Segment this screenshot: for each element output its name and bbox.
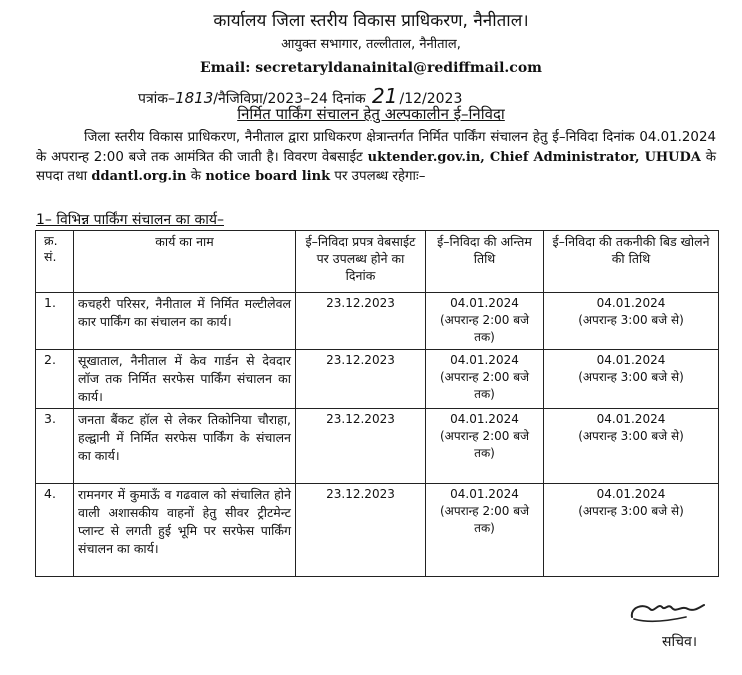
last-date-value: 04.01.2024	[450, 353, 519, 367]
open-date-value: 04.01.2024	[596, 296, 666, 310]
row-available: 23.12.2023	[296, 350, 426, 409]
header-bid-open-date: ई–निविदा की तकनीकी बिड खोलने की तिथि	[544, 231, 719, 293]
section-title-text: 1– विभिन्न पार्किंग संचालन का कार्य–	[36, 212, 224, 228]
row-last-date	[426, 293, 544, 350]
row-work: रामनगर में कुमाऊँ व गढवाल को संचालित होने वाली अशासकीय वाहनों हेतु सीवर ट्रीटमेन्ट प्लान्ट से लगती हुई भूमि पर सरफेस पार्किंग संचालन का कार्य।	[74, 484, 296, 577]
last-date-value: 04.01.2024	[450, 487, 519, 501]
row-serial: 1.	[36, 293, 74, 350]
row-available: 23.12.2023	[296, 409, 426, 484]
last-time-value: (अपरान्ह 2:00 बजे तक)	[440, 370, 529, 401]
row-open-date	[544, 409, 719, 484]
table-row	[36, 409, 719, 484]
last-time-value: (अपरान्ह 2:00 बजे तक)	[440, 429, 529, 460]
subject-line	[0, 104, 742, 124]
row-last-date	[426, 484, 544, 577]
table-row	[36, 484, 719, 577]
last-date-value: 04.01.2024	[450, 412, 519, 426]
open-date-value: 04.01.2024	[596, 353, 666, 367]
row-last-date	[426, 350, 544, 409]
open-time-value: (अपरान्ह 3:00 बजे से)	[578, 504, 684, 518]
open-date-value: 04.01.2024	[596, 412, 666, 426]
subject-text: निर्मित पार्किंग संचालन हेतु अल्पकालीन ई–निविदा	[237, 105, 505, 123]
open-time-value: (अपरान्ह 3:00 बजे से)	[578, 370, 684, 384]
open-time-value: (अपरान्ह 3:00 बजे से)	[578, 313, 684, 327]
row-available: 23.12.2023	[296, 293, 426, 350]
body-notice-link: notice board link	[205, 169, 331, 184]
office-email: Email: secretaryldanainital@rediffmail.com	[200, 60, 542, 76]
date-day: 21	[372, 84, 398, 108]
header-available-date: ई–निविदा प्रपत्र वेबसाईट पर उपलब्ध होने का दिनांक	[296, 231, 426, 293]
row-available: 23.12.2023	[296, 484, 426, 577]
row-open-date	[544, 484, 719, 577]
row-work: सूखाताल, नैनीताल में केव गार्डन से देवदार लॉज तक निर्मित सरफेस पार्किंग संचालन का कार्य।	[74, 350, 296, 409]
office-name: कार्यालय जिला स्तरीय विकास प्राधिकरण, नैनीताल।	[213, 11, 529, 31]
row-open-date	[544, 350, 719, 409]
section-title	[36, 210, 224, 229]
row-last-date	[426, 409, 544, 484]
ref-suffix: /नैजिविप्रा/2023–24 दिनांक	[213, 91, 366, 107]
designation: सचिव।	[662, 634, 698, 650]
body-website-2: ddantl.org.in	[91, 169, 187, 184]
row-serial: 4.	[36, 484, 74, 577]
body-part1: जिला स्तरीय विकास प्राधिकरण, नैनीताल द्वारा प्राधिकरण क्षेत्रान्तर्गत निर्मित पार्किंग संचालन हेतु ई–निविदा दिनांक 04.01.2024 के अपरान्ह 2:00 बजे तक आमंत्रित की जाती है। विवरण वेबसाईट	[36, 130, 716, 165]
header-last-date: ई–निविदा की अन्तिम तिथि	[426, 231, 544, 293]
last-time-value: (अपरान्ह 2:00 बजे तक)	[440, 504, 529, 535]
open-time-value: (अपरान्ह 3:00 बजे से)	[578, 429, 684, 443]
ref-prefix: पत्रांक–	[138, 91, 176, 107]
ref-number: 1813	[175, 89, 214, 107]
signature-icon	[628, 597, 708, 631]
parking-tender-table	[35, 230, 719, 577]
last-date-value: 04.01.2024	[450, 296, 519, 310]
body-website-1: uktender.gov.in, Chief Administrator, UHUDA	[367, 149, 701, 165]
row-serial: 3.	[36, 409, 74, 484]
notice-body	[36, 128, 716, 187]
row-work: कचहरी परिसर, नैनीताल में निर्मित मल्टीलेवल कार पार्किंग का संचालन का कार्य।	[74, 293, 296, 350]
office-address: आयुक्त सभागार, तल्लीताल, नैनीताल,	[281, 37, 461, 52]
date-rest: /12/2023	[399, 91, 463, 107]
row-work: जनता बैंकट हॉल से लेकर तिकोनिया चौराहा, हल्द्वानी में निर्मित सरफेस पार्किंग के संचालन का कार्य।	[74, 409, 296, 484]
body-part2: के सपदा तथा	[36, 149, 716, 184]
row-serial: 2.	[36, 350, 74, 409]
open-date-value: 04.01.2024	[596, 487, 666, 501]
row-open-date	[544, 293, 719, 350]
table-row	[36, 350, 719, 409]
table-row	[36, 293, 719, 350]
table-header-row	[36, 231, 719, 293]
body-part4: पर उपलब्ध रहेगाः–	[334, 169, 426, 184]
last-time-value: (अपरान्ह 2:00 बजे तक)	[440, 313, 529, 344]
header-serial: क्र. सं.	[36, 231, 74, 293]
header-work-name: कार्य का नाम	[74, 231, 296, 293]
body-part3: के	[190, 169, 202, 184]
